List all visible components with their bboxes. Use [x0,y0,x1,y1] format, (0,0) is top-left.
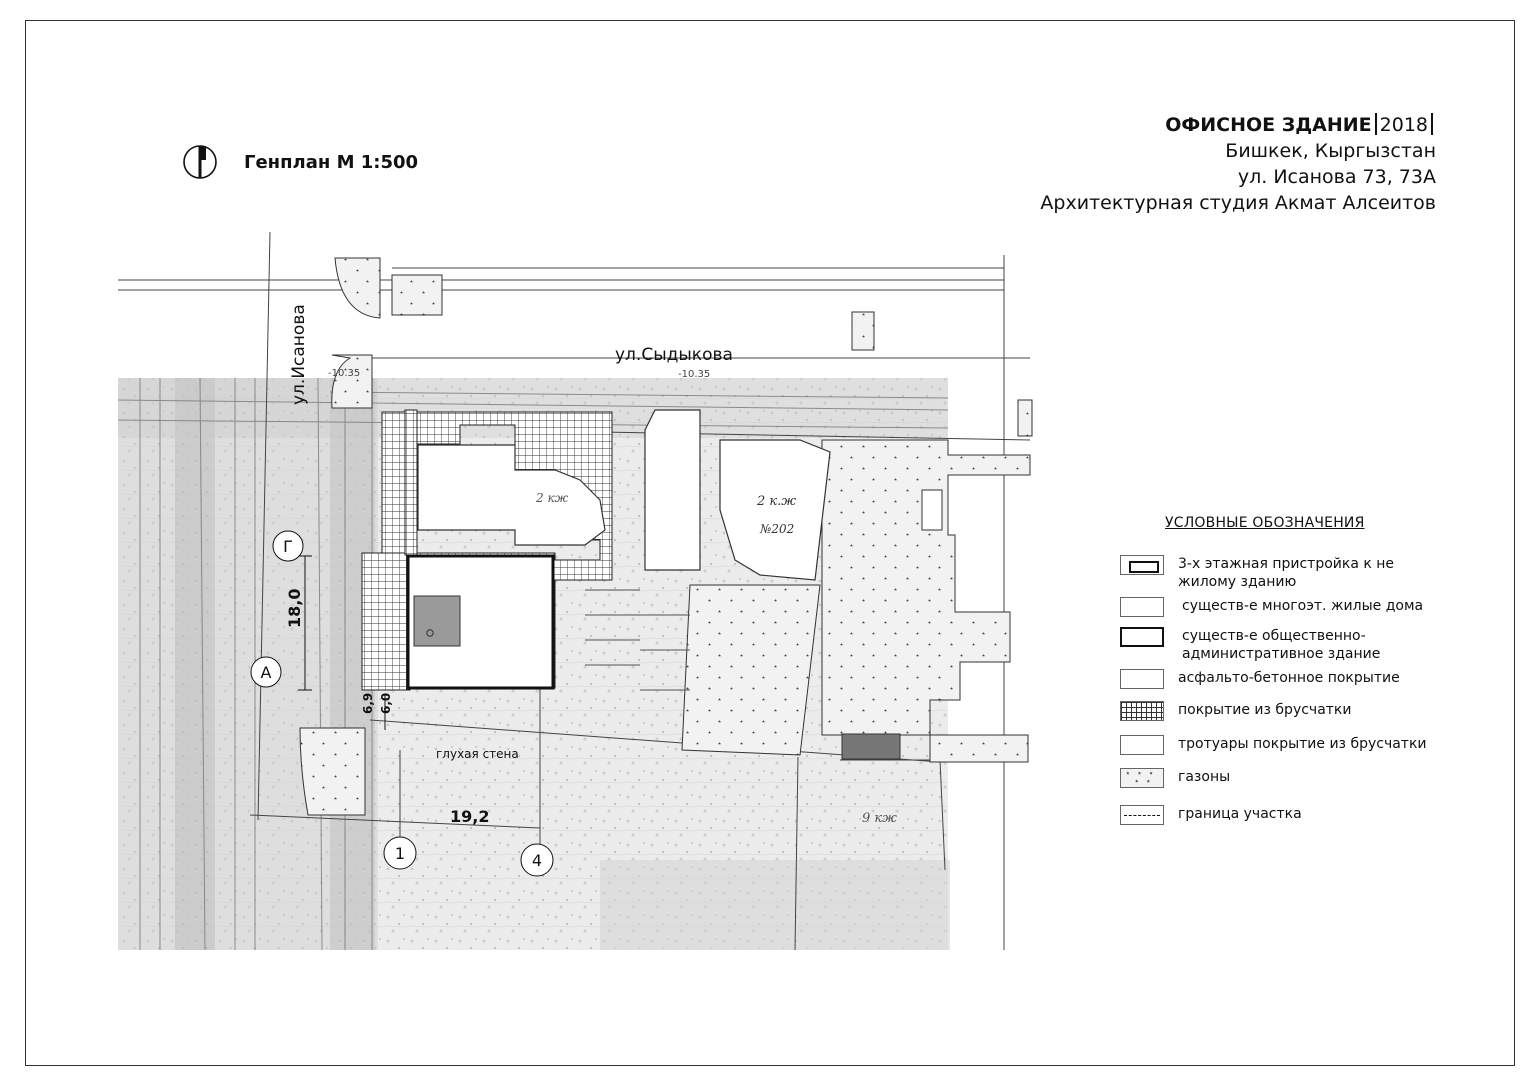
dimension-b: 6,0 [379,692,393,714]
blind-wall-label: глухая стена [436,747,519,761]
project-city: Бишкек, Кыргызстан [1225,140,1436,162]
axis-marker-4 [521,844,553,876]
street-label-isanova: ул.Исанова [289,304,309,405]
level-mark-1: -10.35 [328,368,361,379]
residential-swatch [1120,597,1164,617]
axis-marker-g [273,531,303,561]
project-address: ул. Исанова 73, 73А [1237,166,1436,188]
axis-marker-1 [384,837,416,869]
studio-name: Архитектурная студия Акмат Алсеитов [1040,192,1436,214]
project-year: 2018 [1379,114,1428,136]
legend-item-lawn: ⋆⋆⋆ ⋆⋆ газоны [1120,768,1480,788]
floors-label-right: 2 к.ж [757,494,797,509]
street-label-sydykova: ул.Сыдыкова [615,345,733,365]
floors-label-left: 2 кж [536,491,569,505]
svg-text:1: 1 [394,844,406,863]
small-structure [922,490,942,530]
asphalt-swatch [1120,669,1164,689]
dimension-a: 6,9 [361,692,375,714]
boundary-swatch [1120,805,1164,825]
legend-item-boundary: граница участка [1120,805,1480,825]
paver-swatch [1120,701,1164,721]
stair-block [842,734,900,759]
legend-item-sidewalk: тротуары покрытие из брусчатки [1120,735,1480,755]
house-number: №202 [760,522,795,536]
legend-heading: УСЛОВНЫЕ ОБОЗНАЧЕНИЯ [1165,515,1365,531]
legend-item-paver: покрытие из брусчатки [1120,701,1480,721]
level-mark-2: -10.35 [678,369,711,380]
legend-item-asphalt: асфальто-бетонное покрытие [1120,669,1480,689]
plan-scale-title: Генплан М 1:500 [244,151,419,173]
svg-text:4: 4 [531,851,543,870]
svg-text:А: А [260,663,272,682]
annex-swatch [1120,555,1164,575]
legend-item-residential: существ-е многоэт. жилые дома [1120,597,1480,617]
annex-building [408,556,553,688]
project-name: ОФИСНОЕ ЗДАНИЕ [1165,114,1372,136]
dimension-width: 19,2 [450,807,490,826]
floors-label-9: 9 кж [862,811,897,826]
lawn-swatch: ⋆⋆⋆ ⋆⋆ [1120,768,1164,788]
admin-swatch [1120,627,1164,647]
svg-text:Г: Г [283,537,293,556]
legend-item-admin: существ-е общественно-административное здание [1120,627,1480,663]
legend-item-annex: 3-х этажная пристройка к не жилому зданию [1120,555,1480,591]
sidewalk-swatch [1120,735,1164,755]
dimension-height: 18,0 [285,588,304,628]
axis-marker-a [251,657,281,687]
